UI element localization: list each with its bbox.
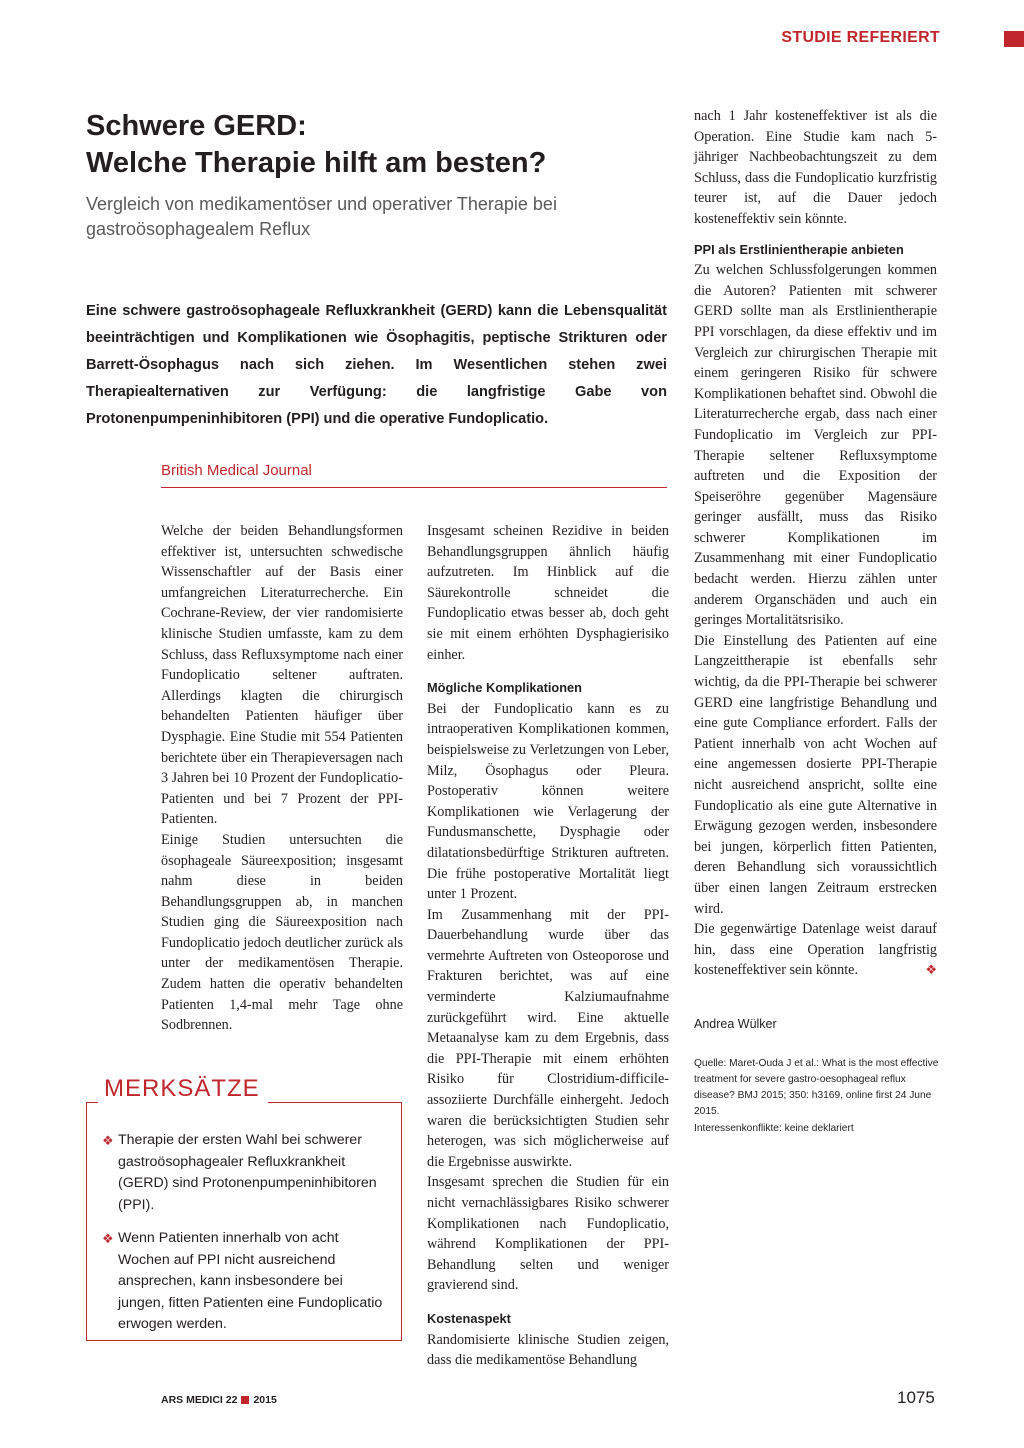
paragraph: Insgesamt scheinen Rezidive in beiden Behandlungsgruppen ähnlich häufig aufzutreten. Im Hinblick auf die Säurekontrolle schneidet die Fundoplicatio etwas besser ab, doch geht sie mit einem erhöhten Dysphagierisiko einher.	[427, 523, 669, 663]
section-marker	[1004, 31, 1024, 47]
bullet-diamond-icon: ❖	[102, 1231, 114, 1246]
paragraph: Randomisierte klinische Studien zeigen, dass die medikamentöse Behandlung	[427, 1331, 669, 1369]
list-item-text: Therapie der ersten Wahl bei schwerer gastroösophagealer Refluxkrankheit (GERD) sind Protonenpumpeninhibitoren (PPI).	[118, 1132, 377, 1213]
article-title-line2: Welche Therapie hilft am besten?	[86, 147, 547, 179]
paragraph: Bei der Fundoplicatio kann es zu intraoperativen Komplikationen kommen, beispielsweise zu Verletzungen von Leber, Milz, Ösophagus oder Pleura. Postoperativ können weitere Komplikationen wie Verlagerung der Fundusmanschette, Dysphagie oder dilatationsbedürftige Strikturen auftreten. Die frühe postoperative Mortalität liegt unter 1 Prozent.	[427, 700, 669, 903]
paragraph: Zu welchen Schlussfolgerungen kommen die Autoren? Patienten mit schwerer GERD sollte man als Erstlinientherapie PPI vorschlagen, da diese effektiv und im Vergleich zur chirurgischen Therapie mit einem geringeren Risiko für schwere Komplikationen behaftet sind. Obwohl die Literaturrecherche ergab, dass nach einer Fundoplicatio im Vergleich zur PPI-Therapie seltener Refluxsymptome auftreten und die Exposition der Speiseröhre gegenüber Magensäure geringer ausfällt, muss das Risiko schwerer Komplikationen im Zusammenhang mit einer Fundoplicatio bedacht werden. Hierzu zählen unter anderem Organschäden und auch ein geringes Mortalitätsrisiko.	[694, 262, 937, 629]
subheading-ppi: PPI als Erstlinientherapie anbieten	[694, 241, 904, 257]
merksaetze-border-left	[86, 1102, 98, 1103]
paragraph: Welche der beiden Behandlungsformen effektiver ist, untersuchten schwedische Wissenschaftler auf der Basis einer umfangreichen Literaturrecherche. Ein Cochrane-Review, der vier randomisierte klinische Studien umfasste, kam zu dem Schluss, dass Refluxsymptome nach einer Fundoplicatio seltener auftraten. Allerdings klagten die chirurgisch behandelten Patienten häufiger über Dysphagie. Eine Studie mit 554 Patienten berichtete über ein Therapieversagen nach 3 Jahren bei 10 Prozent der Fundoplicatio-Patienten und bei 7 Prozent der PPI-Patienten.	[161, 523, 403, 828]
article-title-line1: Schwere GERD:	[86, 110, 307, 142]
page-number: 1075	[897, 1388, 935, 1407]
body-column-1	[161, 521, 403, 1036]
section-label: STUDIE REFERIERT	[781, 29, 940, 46]
merksaetze-border-right	[268, 1102, 401, 1103]
paragraph: Insgesamt sprechen die Studien für ein nicht vernachlässigbares Risiko schwerer Komplikationen nach Fundoplicatio, während Komplikationen der PPI-Behandlung selten und weniger gravierend sind.	[427, 1174, 669, 1294]
body-column-2	[427, 521, 669, 1371]
bullet-diamond-icon: ❖	[102, 1133, 114, 1148]
end-mark-icon: ❖	[925, 962, 937, 978]
conflicts-of-interest: Interessenkonflikte: keine deklariert	[694, 1123, 854, 1134]
author: Andrea Wülker	[694, 1017, 777, 1031]
source-divider	[161, 487, 667, 488]
article-subtitle: Vergleich von medikamentöser und operativer Therapie bei gastroösophagealem Reflux	[86, 194, 557, 239]
paragraph	[694, 919, 937, 981]
article-lead: Eine schwere gastroösophageale Refluxkrankheit (GERD) kann die Lebensqualität beeinträchtigen und Komplikationen wie Ösophagitis, peptische Strikturen oder Barrett-Ösophagus nach sich ziehen. Im Wesentlichen stehen zwei Therapiealternativen zur Verfügung: die langfristige Gabe von Protonenpumpeninhibitoren (PPI) und die operative Fundoplicatio.	[86, 303, 667, 427]
footer-magazine	[161, 1394, 277, 1406]
subheading-kosten: Kostenaspekt	[427, 1310, 511, 1326]
list-item-text: Wenn Patienten innerhalb von acht Wochen auf PPI nicht ausreichend ansprechen, kann insbesondere bei jungen, fitten Patienten eine Fundoplicatio erwogen werden.	[118, 1230, 383, 1332]
footer-square-icon	[241, 1396, 249, 1404]
merksaetze-title: MERKSÄTZE	[104, 1075, 260, 1102]
source-journal: British Medical Journal	[161, 462, 312, 479]
magazine-year: 2015	[253, 1394, 277, 1406]
paragraph: Die Einstellung des Patienten auf eine Langzeittherapie ist ebenfalls sehr wichtig, da die PPI-Therapie bei schwerer GERD eine langfristige Behandlung und eine gute Compliance erfordert. Falls der Patient innerhalb von acht Wochen auf eine angemessen dosierte PPI-Therapie nicht ausreichend anspricht, sollte eine Fundoplicatio als eine gute Alternative in Erwägung gezogen werden, insbesondere bei jungen, körperlich fitten Patienten, deren Behandlung sich voraussichtlich über einen langen Zeitraum erstrecken wird.	[694, 632, 937, 917]
paragraph: Im Zusammenhang mit der PPI-Dauerbehandlung wurde über das vermehrte Auftreten von Osteoporose und Frakturen berichtet, was auf eine verminderte Kalziumaufnahme zurückgeführt wird. Eine aktuelle Metaanalyse kam zu dem Ergebnis, dass die PPI-Therapie mit einem erhöhten Risiko für Clostridium-difficile-assoziierte Durchfälle einhergeht. Jedoch waren die berücksichtigten Studien sehr heterogen, was sich möglicherweise auf die Ergebnisse auswirkte.	[427, 906, 669, 1170]
list-item	[102, 1228, 390, 1336]
merksaetze-list	[102, 1130, 390, 1348]
source-citation: Quelle: Maret-Ouda J et al.: What is the most effective treatment for severe gastro-oesophageal reflux disease? BMJ 2015; 350: h3169, online first 24 June 2015.	[694, 1058, 939, 1117]
magazine-name: ARS MEDICI 22	[161, 1394, 238, 1406]
paragraph: nach 1 Jahr kosteneffektiver ist als die Operation. Eine Studie kam nach 5-jähriger Nachbeobachtungszeit zu dem Schluss, dass die Fundoplicatio kurzfristig teurer ist, auf die Dauer jedoch kosteneffektiv sein könnte.	[694, 108, 937, 227]
body-column-3	[694, 106, 937, 981]
title-block	[86, 108, 646, 242]
paragraph: Einige Studien untersuchten die ösophageale Säureexposition; insgesamt nahm diese in beiden Behandlungsgruppen ab, in manchen Studien ging die Säureexposition nach Fundoplicatio jedoch deutlicher zurück als unter der medikamentösen Therapie. Zudem hatten die operativ behandelten Patienten 1,4-mal mehr Tage ohne Sodbrennen.	[161, 831, 403, 1034]
paragraph-text: Die gegenwärtige Datenlage weist darauf hin, dass eine Operation langfristig kosteneffektiver sein könnte.	[694, 921, 937, 979]
subheading-komplikationen: Mögliche Komplikationen	[427, 680, 582, 696]
list-item	[102, 1130, 390, 1216]
